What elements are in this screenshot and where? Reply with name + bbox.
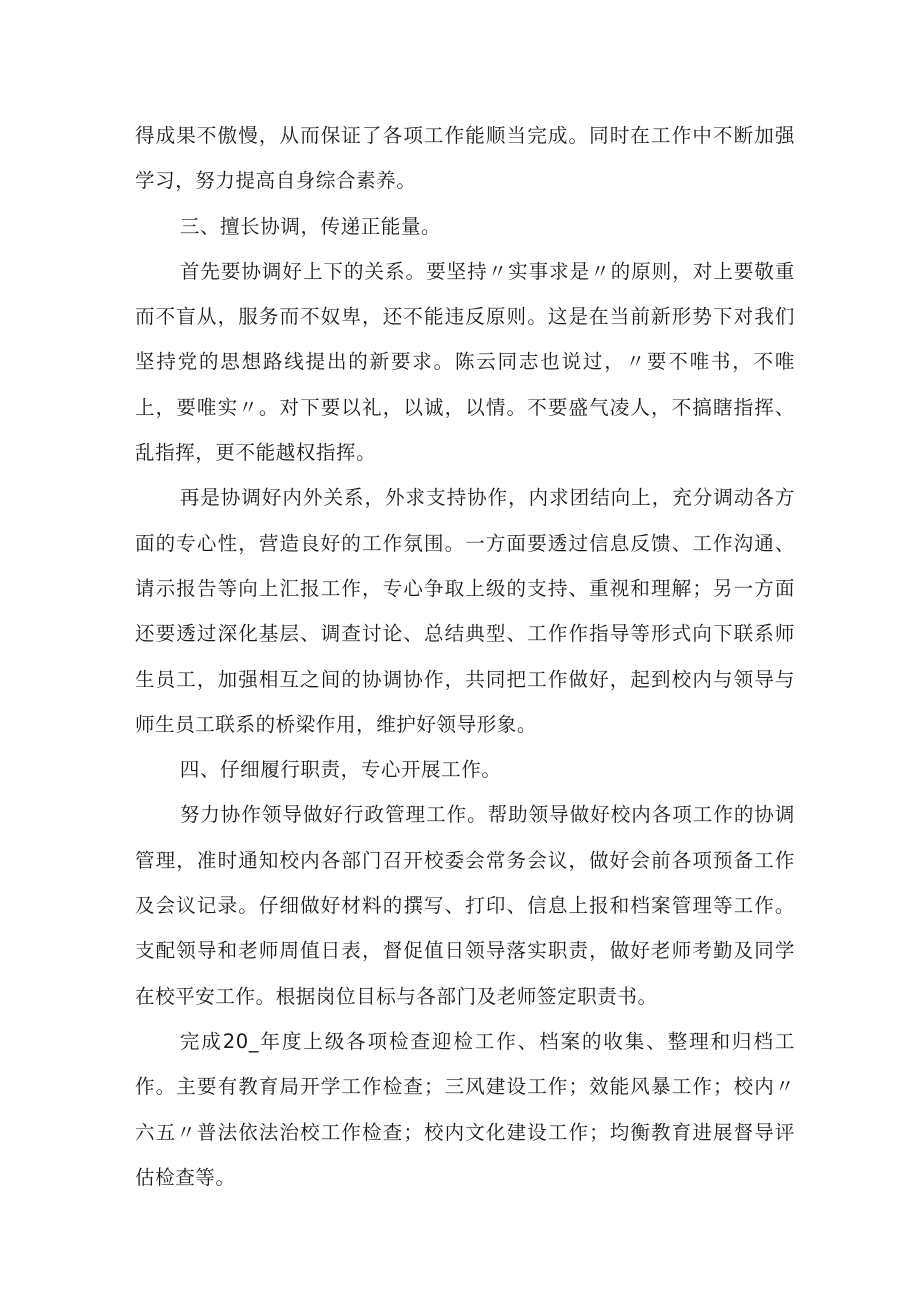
section-heading-3: 三、擅长协调，传递正能量。: [179, 214, 442, 238]
paragraph-internal-external-relations: 再是协调好内外关系，外求支持协作，内求团结向上，充分调动各方面的专心性，营造良好的工作氛围。一方面要透过信息反馈、工作沟通、请示报告等向上汇报工作，专心争取上级的支持、重视和理解；另一方面还要透过深化基层、调查讨论、总结典型、工作作指导等形式向下联系师生员工，加强相互之间的协调协作，共同把工作做好，起到校内与领导与师生员工联系的桥梁作用，维护好领导形象。: [135, 486, 795, 736]
paragraph-upper-lower-relations: 首先要协调好上下的关系。要坚持〃实事求是〃的原则，对上要敬重而不盲从，服务而不奴卑，还不能违反原则。这是在当前新形势下对我们坚持党的思想路线提出的新要求。陈云同志也说过，〃要不唯书，不唯上，要唯实〃。对下要以礼，以诚，以情。不要盛气凌人，不搞瞎指挥、乱指挥，更不能越权指挥。: [135, 259, 795, 465]
section-heading-4: 四、仔细履行职责，专心开展工作。: [179, 758, 502, 782]
paragraph-administrative-work: 努力协作领导做好行政管理工作。帮助领导做好校内各项工作的协调管理，准时通知校内各部门召开校委会常务会议，做好会前各项预备工作及会议记录。仔细做好材料的撰写、打印、信息上报和档案管理等工作。支配领导和老师周值日表，督促值日领导落实职责，做好老师考勤及同学在校平安工作。根据岗位目标与各部门及老师签定职责书。: [135, 803, 795, 1008]
paragraph-continuation: 得成果不傲慢，从而保证了各项工作能顺当完成。同时在工作中不断加强学习，努力提高自身综合素养。: [135, 124, 795, 193]
document-body: [135, 113, 795, 1200]
paragraph-inspection-work: 完成20_年度上级各项检查迎检工作、档案的收集、整理和归档工作。主要有教育局开学工作检查；三风建设工作；效能风暴工作；校内〃六五〃普法依法治校工作检查；校内文化建设工作；均衡教育进展督导评估检查等。: [135, 1029, 795, 1189]
